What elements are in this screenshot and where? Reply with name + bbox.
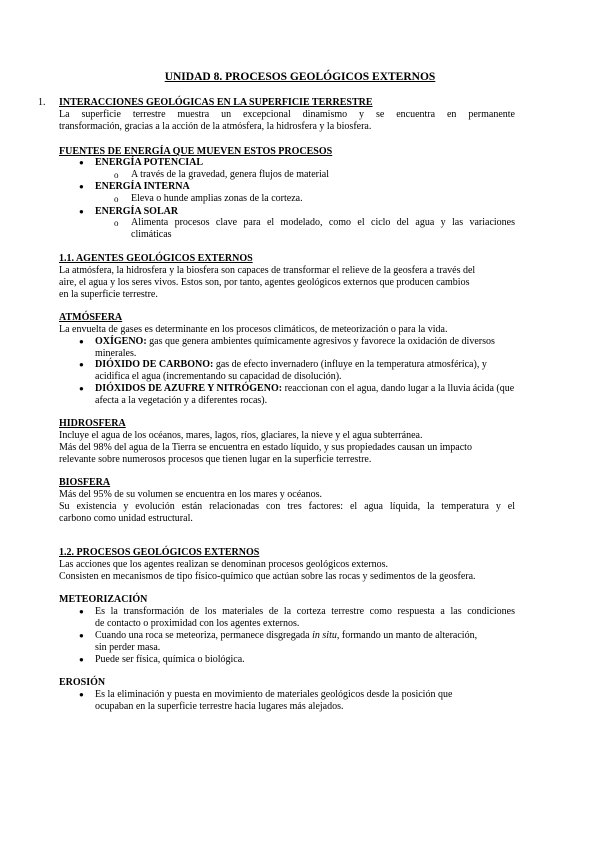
paragraph-line: aire, el agua y los seres vivos. Estos son, por tanto, agentes geológicos externos que producen cambios bbox=[59, 277, 470, 288]
list-item-label: ENERGÍA INTERNA bbox=[95, 181, 190, 192]
paragraph-line: Su existencia y evolución están relacionadas con tres factores: el agua líquida, la temperatura y el bbox=[59, 501, 515, 512]
list-item-text: Cuando una roca se meteoriza, permanece disgregada bbox=[95, 630, 313, 641]
subsection-heading: 1.2. PROCESOS GEOLÓGICOS EXTERNOS bbox=[59, 547, 260, 558]
document-title: UNIDAD 8. PROCESOS GEOLÓGICOS EXTERNOS bbox=[164, 71, 436, 83]
list-item-text: Eleva o hunde amplias zonas de la corteza. bbox=[131, 193, 303, 204]
sub-bullet-icon: o bbox=[114, 170, 119, 180]
paragraph-line: Consisten en mecanismos de tipo físico-químico que actúan sobre las rocas y sedimentos de la geosfera. bbox=[59, 571, 476, 582]
list-item-label: OXÍGENO: bbox=[95, 336, 147, 347]
section-heading: INTERACCIONES GEOLÓGICAS EN LA SUPERFICIE TERRESTRE bbox=[59, 97, 373, 108]
list-item-text: Alimenta procesos clave para el modelado, como el ciclo del agua y las variaciones bbox=[131, 217, 515, 228]
paragraph-line: Las acciones que los agentes realizan se denominan procesos geológicos externos. bbox=[59, 559, 389, 570]
list-item bbox=[95, 336, 495, 348]
bullet-icon: ● bbox=[79, 158, 84, 167]
paragraph-line: carbono como unidad estructural. bbox=[59, 513, 193, 524]
bullet-icon: ● bbox=[79, 607, 84, 616]
subsection-heading: FUENTES DE ENERGÍA QUE MUEVEN ESTOS PROCESOS bbox=[59, 146, 333, 157]
subsection-heading: HIDROSFERA bbox=[59, 418, 126, 429]
bullet-icon: ● bbox=[79, 207, 84, 216]
list-item-text: A través de la gravedad, genera flujos de material bbox=[131, 169, 329, 180]
paragraph-line: La envuelta de gases es determinante en los procesos climáticos, de meteorización o para la vida. bbox=[59, 324, 448, 335]
list-item-label: ENERGÍA POTENCIAL bbox=[95, 157, 204, 168]
bullet-icon: ● bbox=[79, 690, 84, 699]
paragraph-line: relevante sobre numerosos procesos que tienen lugar en la superficie terrestre. bbox=[59, 454, 372, 465]
list-item-text: gas que genera ambientes químicamente agresivos y favorece la oxidación de diversos bbox=[146, 336, 495, 347]
list-item-text: sin perder masa. bbox=[95, 642, 161, 653]
paragraph-line: Más del 98% del agua de la Tierra se encuentra en estado líquido, y sus propiedades causan un impacto bbox=[59, 442, 472, 453]
paragraph-line: Más del 95% de su volumen se encuentra en los mares y océanos. bbox=[59, 489, 322, 500]
sub-bullet-icon: o bbox=[114, 194, 119, 204]
bullet-icon: ● bbox=[79, 182, 84, 191]
list-item-text: reaccionan con el agua, dando lugar a la lluvia ácida (que bbox=[282, 383, 515, 394]
paragraph-line: en la superficie terrestre. bbox=[59, 289, 158, 300]
bullet-icon: ● bbox=[79, 360, 84, 369]
bullet-icon: ● bbox=[79, 337, 84, 346]
list-item bbox=[95, 359, 487, 371]
sub-bullet-icon: o bbox=[114, 218, 119, 228]
list-item-text: , formando un manto de alteración, bbox=[336, 630, 478, 641]
list-item-text: Es la transformación de los materiales de la corteza terrestre como respuesta a las condiciones bbox=[95, 606, 515, 617]
paragraph-line: Incluye el agua de los océanos, mares, lagos, ríos, glaciares, la nieve y el agua subterránea. bbox=[59, 430, 423, 441]
subsection-heading: ATMÓSFERA bbox=[59, 312, 123, 323]
list-item-text: acidifica el agua (incrementando su capacidad de disolución). bbox=[95, 371, 342, 382]
subsection-heading: BIOSFERA bbox=[59, 477, 111, 488]
subsection-heading: METEORIZACIÓN bbox=[59, 594, 148, 605]
bullet-icon: ● bbox=[79, 384, 84, 393]
list-item-text: ocupaban en la superficie terrestre hacia lugares más alejados. bbox=[95, 701, 344, 712]
subsection-heading: EROSIÓN bbox=[59, 677, 106, 688]
list-item-text: minerales. bbox=[95, 348, 137, 359]
list-item-text: gas de efecto invernadero (influye en la temperatura atmosférica), y bbox=[213, 359, 487, 370]
list-item-text: Puede ser física, química o biológica. bbox=[95, 654, 245, 665]
section-number: 1. bbox=[38, 97, 46, 108]
paragraph-line: La superficie terrestre muestra un excepcional dinamismo y se encuentra en permanente bbox=[59, 109, 515, 120]
list-item-text: climáticas bbox=[131, 229, 172, 240]
list-item-text: afecta a la vegetación y a diferentes rocas). bbox=[95, 395, 268, 406]
list-item-text: Es la eliminación y puesta en movimiento de materiales geológicos desde la posición que bbox=[95, 689, 453, 700]
paragraph-line: transformación, gracias a la acción de la atmósfera, la hidrosfera y la biosfera. bbox=[59, 121, 372, 132]
list-item-label: DIÓXIDOS DE AZUFRE Y NITRÓGENO: bbox=[95, 383, 283, 394]
list-item-label: DIÓXIDO DE CARBONO: bbox=[95, 359, 214, 370]
list-item bbox=[95, 630, 477, 642]
list-item-label: ENERGÍA SOLAR bbox=[95, 206, 179, 217]
paragraph-line: La atmósfera, la hidrosfera y la biosfera son capaces de transformar el relieve de la geosfera a través del bbox=[59, 265, 476, 276]
bullet-icon: ● bbox=[79, 655, 84, 664]
subsection-heading: 1.1. AGENTES GEOLÓGICOS EXTERNOS bbox=[59, 253, 253, 264]
list-item-text: de contacto o proximidad con los agentes externos. bbox=[95, 618, 300, 629]
bullet-icon: ● bbox=[79, 631, 84, 640]
italic-term: in situ bbox=[312, 630, 337, 641]
list-item bbox=[95, 383, 514, 395]
